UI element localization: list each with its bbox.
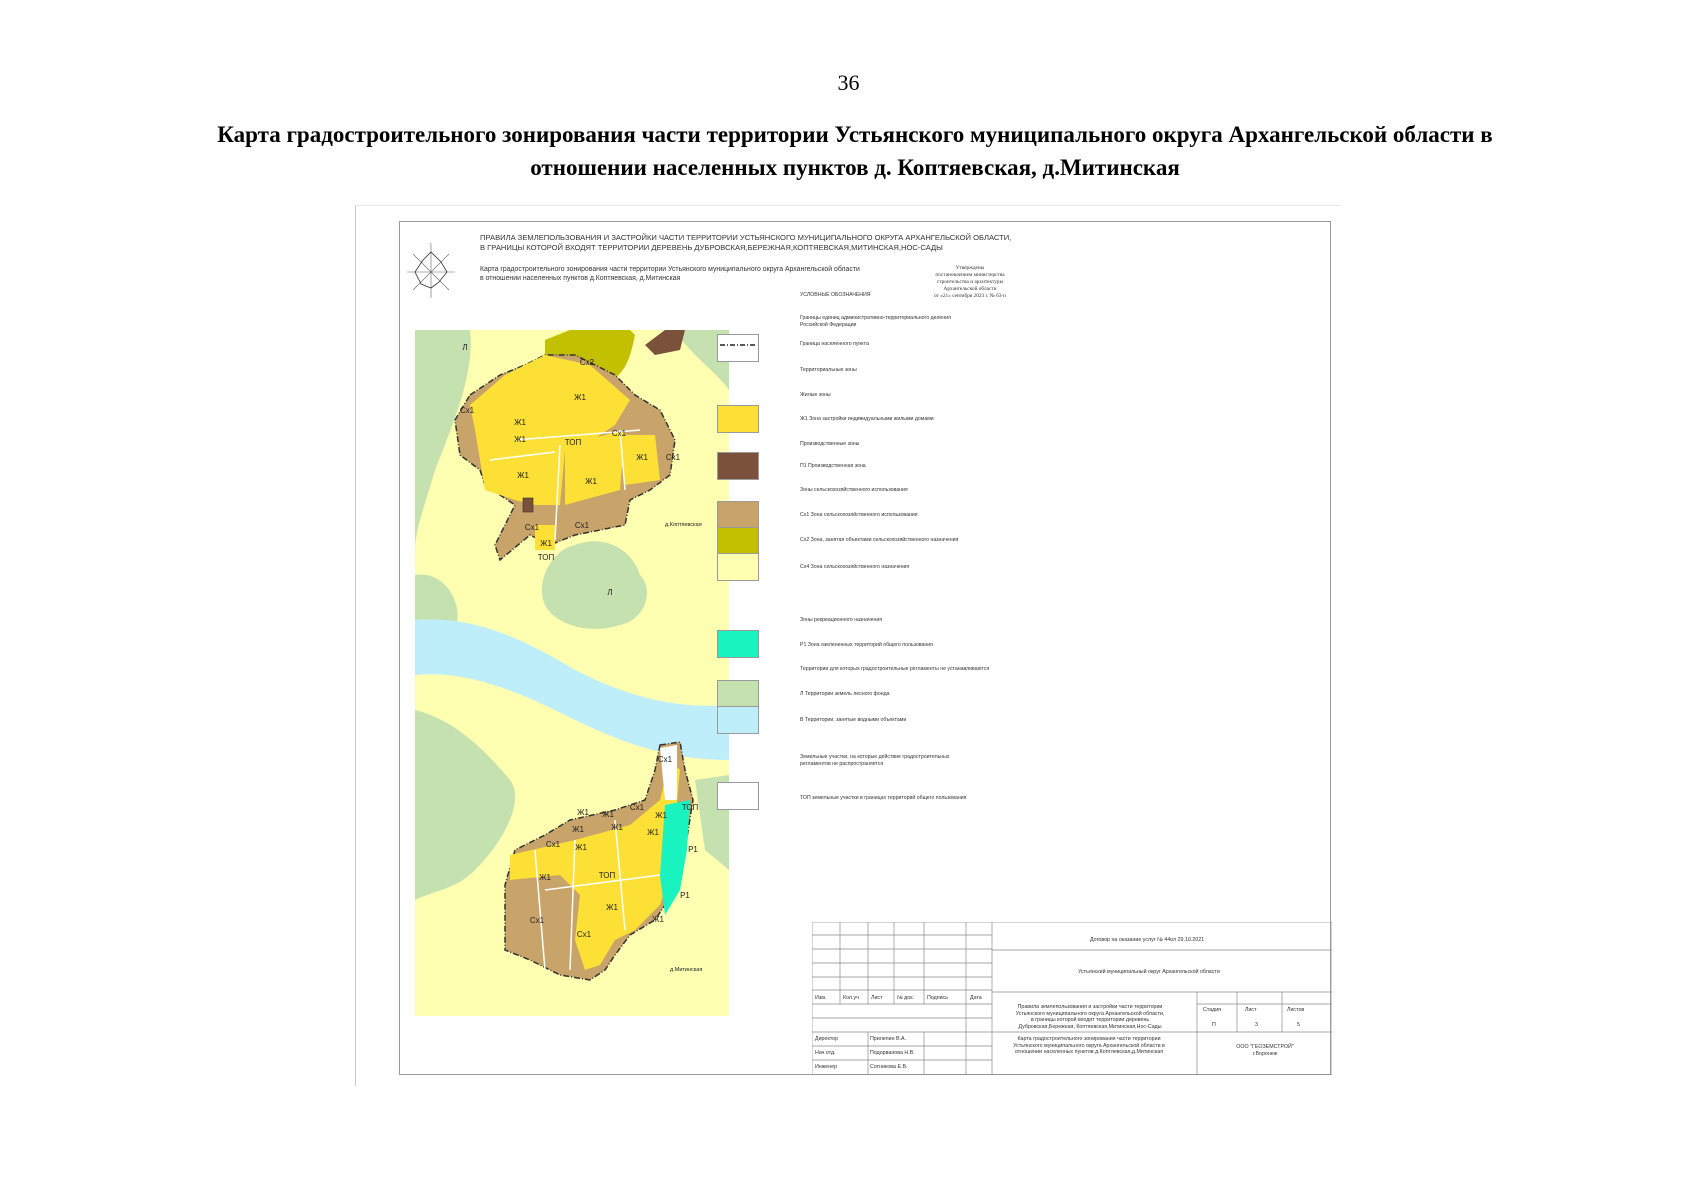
stamp-role: Инженер (815, 1064, 838, 1070)
sheet-header-line1: ПРАВИЛА ЗЕМЛЕПОЛЬЗОВАНИЯ И ЗАСТРОЙКИ ЧАСТИ ТЕРРИТОРИИ УСТЬЯНСКОГО МУНИЦИПАЛЬНОГО ОКРУГА АРХАНГЕЛЬСКОЙ ОБЛАСТИ, (480, 233, 1012, 242)
map-label: Сх1 (574, 521, 590, 530)
legend-swatch-sx4 (717, 553, 759, 581)
map-label: Сх1 (576, 930, 592, 939)
legend-text: Российской Федерации (800, 321, 857, 328)
map-label: Ж1 (652, 915, 664, 924)
legend-swatch-water (717, 706, 759, 734)
stamp-col-header: Дата (970, 995, 982, 1001)
map-label: Ж1 (611, 823, 623, 832)
legend-text: регламентов не распространяется (800, 760, 884, 767)
legend-text: Р1 Зона озелененных территорий общего пользования (800, 642, 933, 648)
map-label: Ж1 (572, 825, 584, 834)
page-title: Карта градостроительного зонирования части территории Устьянского муниципального округа Архангельской области в отношении населенных пунктов д. Коптяевская, д.Митинская (217, 122, 1493, 180)
legend-title: УСЛОВНЫЕ ОБОЗНАЧЕНИЯ (800, 292, 871, 298)
legend-text: Зоны сельскохозяйственного использования (800, 487, 908, 493)
legend-text: Граница населенного пункта (800, 341, 869, 347)
map-label: Л (607, 588, 613, 597)
map-label: Ж1 (514, 435, 526, 444)
map-label: Сх1 (665, 453, 681, 462)
map-label: Ж1 (602, 810, 614, 819)
map-label: Ж1 (575, 843, 587, 852)
stamp-company-name: ООО "ГЕОЗЕМСТРОЙ" (1236, 1044, 1294, 1050)
sheet-frame (399, 221, 1331, 1075)
map-label: Ж1 (540, 539, 552, 548)
map-label: Ж1 (606, 903, 618, 912)
map-label: Ж1 (655, 811, 667, 820)
legend-text: Границы единиц административно-территориального деления (800, 315, 951, 321)
legend-text: Ж1 Зона застройки индивидуальными жилыми домами (800, 416, 934, 422)
stamp-sheets-value: 5 (1297, 1022, 1300, 1028)
stamp-person: Подорванова Н.В. (870, 1050, 915, 1056)
legend-parcels (800, 754, 950, 767)
page-number: 36 (837, 70, 860, 95)
legend-text: Территориальные зоны (800, 367, 857, 373)
stamp-contract: Договор на оказание услуг № 44ол 29.10.2021 (1090, 937, 1205, 943)
stamp-sheet-label: Лист (1245, 1007, 1257, 1013)
map-legend (740, 292, 1330, 872)
approval-line: Утверждены (955, 265, 985, 271)
legend-text: Сх1 Зона сельскохозяйственного использования (800, 512, 918, 518)
stamp-person: Сотникова Е.В. (870, 1064, 908, 1070)
sheet-subtitle (480, 265, 920, 283)
stamp-project-name: Правила землепользования и застройки части территории Устьянского муниципального округа Архангельской области, в границы которой входят территории деревень Дубровская,Бережная, Коптяевская,Митинская,Нос-Сады (1015, 1004, 1165, 1030)
legend-swatch-top (717, 782, 759, 810)
sheet-subtitle-line2: в отношении населенных пунктов д.Коптяевская, д.Митинская (480, 275, 681, 282)
stamp-col-header: Кол.уч (843, 995, 859, 1001)
stamp-district: Устьянский муниципальный округ Архангельской области (1078, 969, 1220, 975)
map-label: ТОП (598, 871, 616, 880)
map-label: Сх2 (579, 358, 595, 367)
stamp-col-header: Подпись (927, 995, 948, 1001)
map-label: Р1 (688, 845, 698, 854)
map-label: Ж1 (517, 471, 529, 480)
map-label: Ж1 (514, 418, 526, 427)
legend-text: ТОП земельные участки в границах территорий общего пользования (800, 795, 967, 801)
legend-text: Сх2 Зона, занятая объектами сельскохозяйственного назначения (800, 537, 959, 543)
stamp-role: Нач.отд. (815, 1050, 836, 1056)
legend-text: Л Территории земель лесного фонда (800, 691, 890, 697)
stamp-company (1200, 1044, 1330, 1057)
map-label: Ж1 (574, 393, 586, 402)
map-label: Ж1 (577, 808, 589, 817)
map-label: Сх1 (459, 406, 475, 415)
wind-rose-icon (405, 242, 457, 302)
stamp-col-header: Изм. (815, 995, 827, 1001)
map-label: Л (462, 343, 468, 352)
stamp-role: Директор (815, 1036, 839, 1042)
legend-text: Земельные участки, на которые действие градостроительных (800, 754, 950, 760)
legend-text: Жилые зоны (800, 392, 831, 398)
village-label-koptyaevskaya: д.Коптяевская (665, 522, 702, 528)
stamp-sheets-label: Листов (1287, 1007, 1305, 1013)
approval-line: постановлением министерства (935, 272, 1005, 278)
stamp-person: Прилепин В.А. (870, 1036, 906, 1042)
map-label: Ж1 (585, 477, 597, 486)
map-label: Ж1 (636, 453, 648, 462)
legend-admin-border (800, 315, 951, 328)
approval-line: Архангельской области (943, 286, 997, 292)
map-label: Сх1 (529, 916, 545, 925)
legend-text: Производственные зоны (800, 441, 860, 447)
stamp-drawing-name: Карта градостроительного зонирования части территории Устьянского муниципального округа Архангельской области в отношении населенных пунктов д.Коптяевская,д.Митинская (1013, 1036, 1165, 1056)
legend-swatch-zh1 (717, 405, 759, 433)
zoning-map (415, 330, 729, 1016)
map-sheet (355, 205, 1341, 1086)
stamp-stage-value: П (1212, 1022, 1216, 1028)
legend-text: Территории для которых градостроительные регламенты не устанавливаются (800, 666, 990, 672)
legend-swatch-sx2 (717, 527, 759, 555)
sheet-header-line2: В ГРАНИЦЫ КОТОРОЙ ВХОДЯТ ТЕРРИТОРИИ ДЕРЕВЕНЬ ДУБРОВСКАЯ,БЕРЕЖНАЯ,КОПТЯЕВСКАЯ,МИТИНСКАЯ,НОС-САДЫ (480, 243, 943, 252)
map-label: Р1 (680, 891, 690, 900)
legend-swatch-sx1 (717, 501, 759, 529)
map-label: Сх1 (524, 523, 540, 532)
legend-text: В Территории, занятые водными объектами (800, 717, 907, 723)
map-label: Ж1 (539, 873, 551, 882)
map-label: ТОП (564, 438, 582, 447)
legend-swatch-r1 (717, 630, 759, 658)
dash-dot-line-icon (718, 335, 758, 361)
approval-line: строительства и архитектуры (936, 279, 1004, 285)
sheet-subtitle-line1: Карта градостроительного зонирования части территории Устьянского муниципального округа Архангельской области (480, 266, 860, 273)
svg-text:С: С (429, 242, 433, 247)
stamp-col-header: Лист (871, 995, 883, 1001)
legend-text: П1 Производственная зона (800, 463, 866, 469)
map-label: Сх1 (545, 840, 561, 849)
zone-p1 (523, 498, 533, 512)
map-label: ТОП (537, 553, 555, 562)
legend-text: Зоны рекреационного назначения (800, 617, 883, 623)
village-label-mitinskaya: д.Митинская (670, 967, 703, 973)
legend-swatch-p1 (717, 452, 759, 480)
stamp-company-city: г.Воронеж (1252, 1050, 1278, 1057)
stamp-sheet-value: 3 (1255, 1022, 1258, 1028)
approval-line: от «21» сентября 2023 г. № 63-п (934, 293, 1006, 299)
map-label: ТОП (681, 803, 699, 812)
map-label: Ж1 (647, 828, 659, 837)
map-label: Сх1 (657, 755, 673, 764)
map-label: Сх1 (629, 803, 645, 812)
stamp-col-header: № док. (897, 995, 914, 1001)
map-label: Сх1 (611, 429, 627, 438)
legend-swatch-forest (717, 680, 759, 708)
stamp-stage-label: Стадия (1203, 1007, 1222, 1013)
legend-text: Сх4 Зона сельскохозяйственного назначения (800, 564, 910, 570)
sheet-header (480, 233, 1020, 253)
legend-swatch-border (717, 334, 759, 362)
